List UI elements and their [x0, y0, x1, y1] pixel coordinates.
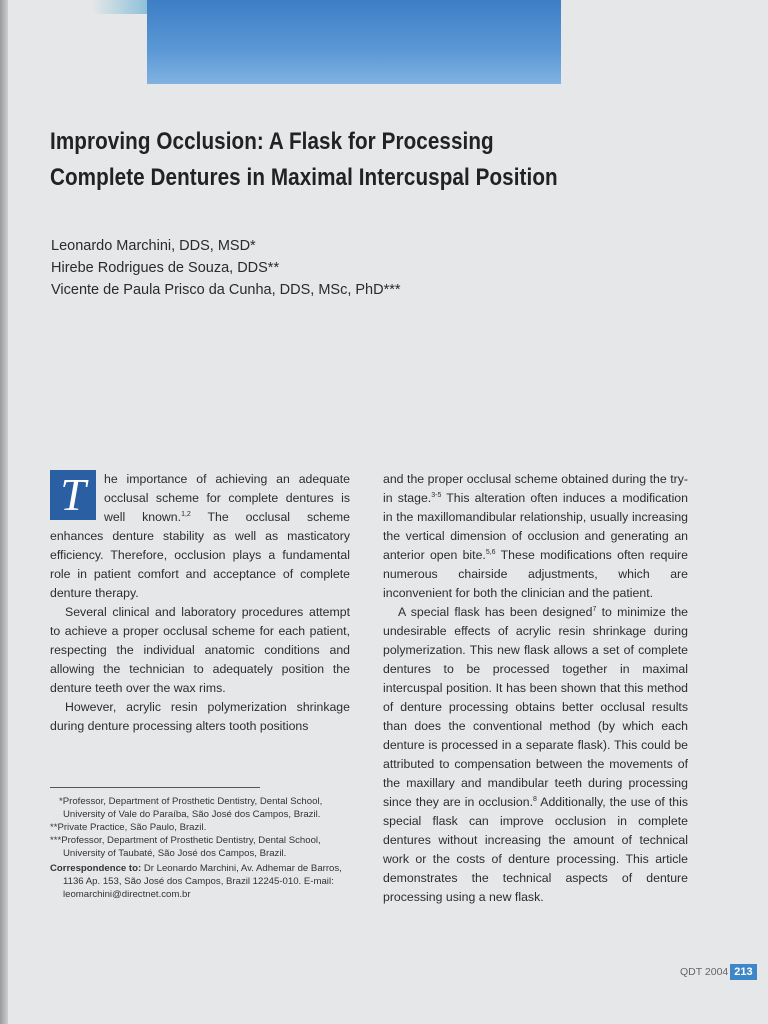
paragraph-5-b: to minimize the undesirable effects of acrylic resin shrinkage during polymerization. This new flask allows a set of complete dentures to be processed together in maximal intercuspal position. It has been shown that this method of denture processing obtains better occlusal results than does the conventional method (by which each denture is processed in a separate flask). This could be attributed to compensation between the movements of the maxillary and mandibular teeth during processing since they are in occlusion.	[383, 605, 689, 809]
header-banner-tail	[92, 0, 148, 14]
author-1: Leonardo Marchini, DDS, MSD*	[51, 238, 256, 254]
drop-cap: T	[50, 470, 96, 520]
paragraph-2: Several clinical and laboratory procedures attempt to achieve a proper occlusal scheme for each patient, respecting the individual anatomic conditions and allowing the technician to adequately position the denture teeth over the wax rims.	[50, 605, 350, 695]
citation-ref: 8	[533, 795, 537, 803]
body-column-right	[383, 470, 688, 907]
paragraph-4-a: and the proper occlusal scheme obtained during the try-in stage.	[383, 472, 688, 505]
author-3: Vicente de Paula Prisco da Cunha, DDS, MSc, PhD***	[51, 282, 401, 298]
page-gutter-shadow	[0, 0, 8, 1024]
footnote-rule	[50, 787, 260, 788]
paragraph-5	[383, 603, 688, 907]
paragraph-4-c: These modifications often require numerous chairside adjustments, which are inconvenient for both the clinician and the patient.	[383, 548, 688, 600]
article-title	[50, 124, 600, 196]
paragraph-1-text: he importance of achieving an adequate occlusal scheme for complete dentures is well known.	[104, 472, 350, 524]
footnote-2: **Private Practice, São Paulo, Brazil.	[50, 822, 207, 833]
journal-label: QDT 2004	[680, 966, 729, 978]
correspondence	[50, 862, 350, 901]
citation-ref: 3-5	[431, 491, 442, 499]
footnotes	[50, 795, 350, 901]
citation-ref: 7	[592, 605, 597, 613]
paragraph-4	[383, 470, 688, 603]
author-2: Hirebe Rodrigues de Souza, DDS**	[51, 260, 280, 276]
citation-ref: 5,6	[485, 548, 496, 556]
author-list	[51, 235, 651, 301]
page-number: 213	[730, 964, 756, 980]
citation-ref: 1,2	[181, 510, 191, 518]
paragraph-5-c: Additionally, the use of this special flask can improve occlusion in complete dentures without increasing the amount of technical work or the costs of denture processing. This article demonstrates the technical aspects of denture processing using a new flask.	[383, 795, 688, 904]
header-banner	[147, 0, 561, 84]
paragraph-5-a: A special flask has been designed	[398, 605, 593, 619]
article-title-line-1: Improving Occlusion: A Flask for Processing	[50, 128, 494, 155]
correspondence-label: Correspondence to:	[50, 863, 142, 874]
footnote-1: *Professor, Department of Prosthetic Dentistry, Dental School, University of Vale do Paraíba, São José dos Campos, Brazil.	[59, 796, 323, 820]
footnote-3: ***Professor, Department of Prosthetic Dentistry, Dental School, University of Taubaté, São José dos Campos, Brazil.	[50, 835, 321, 859]
paragraph-3: However, acrylic resin polymerization shrinkage during denture processing alters tooth positions	[50, 700, 350, 733]
paragraph-1	[50, 470, 350, 603]
paragraph-1-rest: The occlusal scheme enhances denture stability as well as masticatory efficiency. Therefore, occlusion plays a fundamental role in patient comfort and acceptance of complete denture therapy.	[50, 510, 350, 600]
paragraph-4-b: This alteration often induces a modification in the maxillomandibular relationship, usually increasing the vertical dimension of occlusion and generating an anterior open bite.	[383, 491, 688, 562]
article-title-line-2: Complete Dentures in Maximal Intercuspal Position	[50, 164, 558, 191]
correspondence-text: Dr Leonardo Marchini, Av. Adhemar de Barros, 1136 Ap. 153, São José dos Campos, Brazil 12245-010. E-mail: leomarchini@directnet.com.br	[63, 863, 342, 900]
page-folio	[680, 964, 757, 980]
body-column-left	[50, 470, 350, 736]
